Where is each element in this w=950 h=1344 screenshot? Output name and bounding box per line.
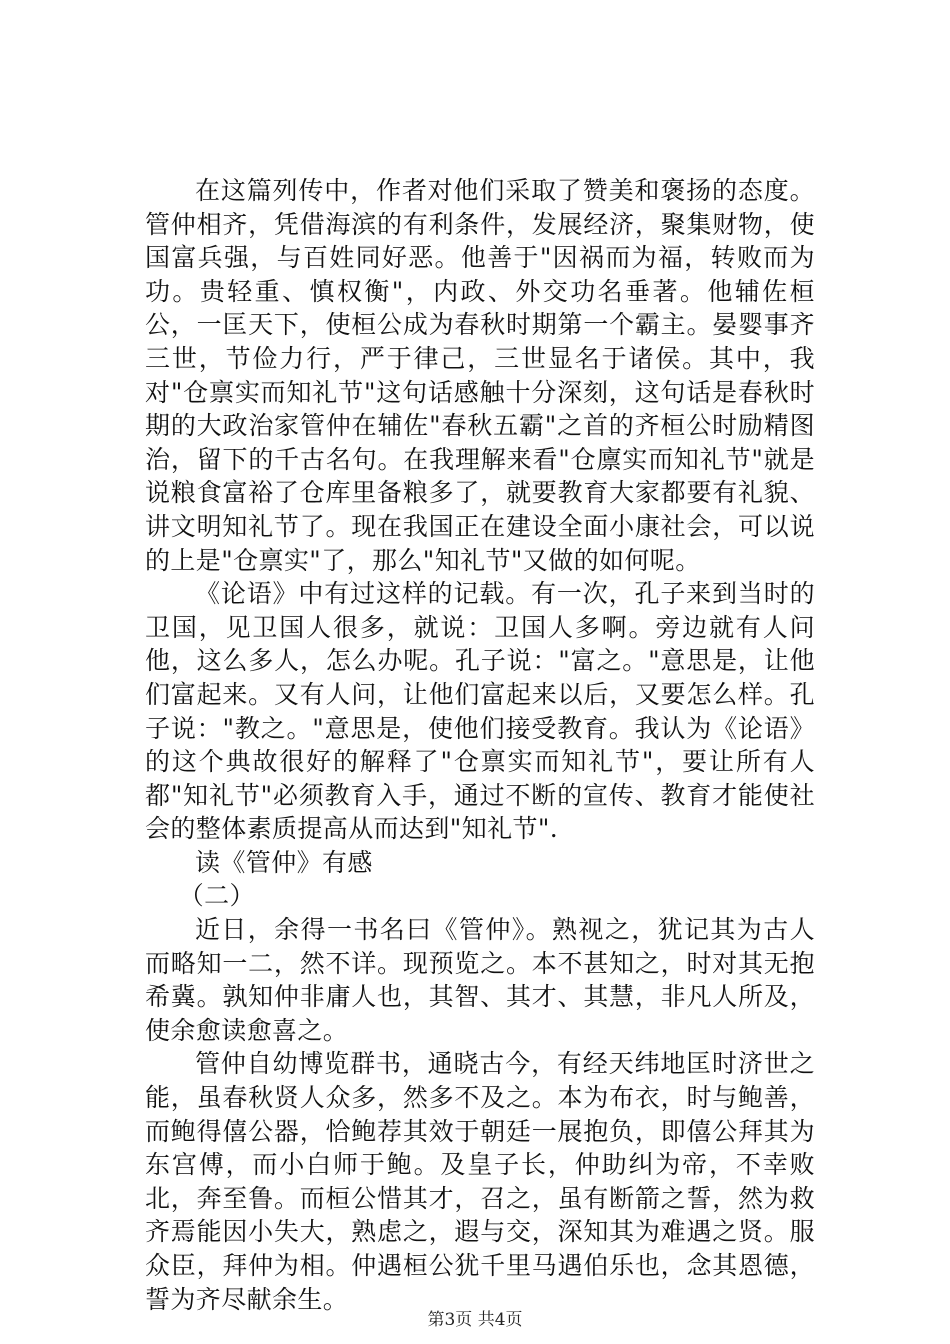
page-number-footer: 第3页 共4页 <box>427 1310 523 1330</box>
paragraph-guanzhong-life: 管仲自幼博览群书，通晓古今，有经天纬地匡时济世之能，虽春秋贤人众多，然多不及之。本为布衣，时与鲍善，而鲍得僖公器，恰鲍荐其效于朝廷一展抱负，即僖公拜其为东宫傅，而小白师于鲍。及皇子长，仲助纠为帝，不幸败北，奔至鲁。而桓公惜其才，召之，虽有断箭之誓，然为救齐焉能因小失大，熟虑之，遐与交，深知其为难遇之贤。服众臣，拜仲为相。仲遇桓公犹千里马遇伯乐也，念其恩德，誓为齐尽献余生。 <box>145 1049 815 1314</box>
document-body <box>145 174 815 1316</box>
paragraph-biography-praise: 在这篇列传中，作者对他们采取了赞美和褒扬的态度。管仲相齐，凭借海滨的有利条件，发展经济，聚集财物，使国富兵强，与百姓同好恶。他善于"因祸而为福，转败而为功。贵轻重、慎权衡"，内政、外交功名垂著。他辅佐桓公，一匡天下，使桓公成为春秋时期第一个霸主。晏婴事齐三世，节俭力行，严于律己，三世显名于诸侯。其中，我对"仓禀实而知礼节"这句话感触十分深刻，这句话是春秋时期的大政治家管仲在辅佐"春秋五霸"之首的齐桓公时励精图治，留下的千古名句。在我理解来看"仓廪实而知礼节"就是说粮食富裕了仓库里备粮多了，就要教育大家都要有礼貌、讲文明知礼节了。现在我国正在建设全面小康社会，可以说的上是"仓禀实"了，那么"知礼节"又做的如何呢。 <box>145 176 815 575</box>
section-subheading: （二） <box>178 881 255 911</box>
section-heading: 读《管仲》有感 <box>195 847 373 877</box>
paragraph-analects-story: 《论语》中有过这样的记载。有一次，孔子来到当时的卫国，见卫国人很多，就说：卫国人多啊。旁边就有人问他，这么多人，怎么办呢。孔子说："富之。"意思是，让他们富起来。又有人问，让他们富起来以后，又要怎么样。孔子说："教之。"意思是，使他们接受教育。我认为《论语》的这个典故很好的解释了"仓禀实而知礼节"，要让所有人都"知礼节"必须教育入手，通过不断的宣传、教育才能使社会的整体素质提高从而达到"知礼节". <box>145 579 815 844</box>
paragraph-book-intro: 近日，余得一书名曰《管仲》。熟视之，犹记其为古人而略知一二，然不详。现预览之。本不甚知之，时对其无抱希冀。孰知仲非庸人也，其智、其才、其慧，非凡人所及，使余愈读愈喜之。 <box>145 915 815 1045</box>
